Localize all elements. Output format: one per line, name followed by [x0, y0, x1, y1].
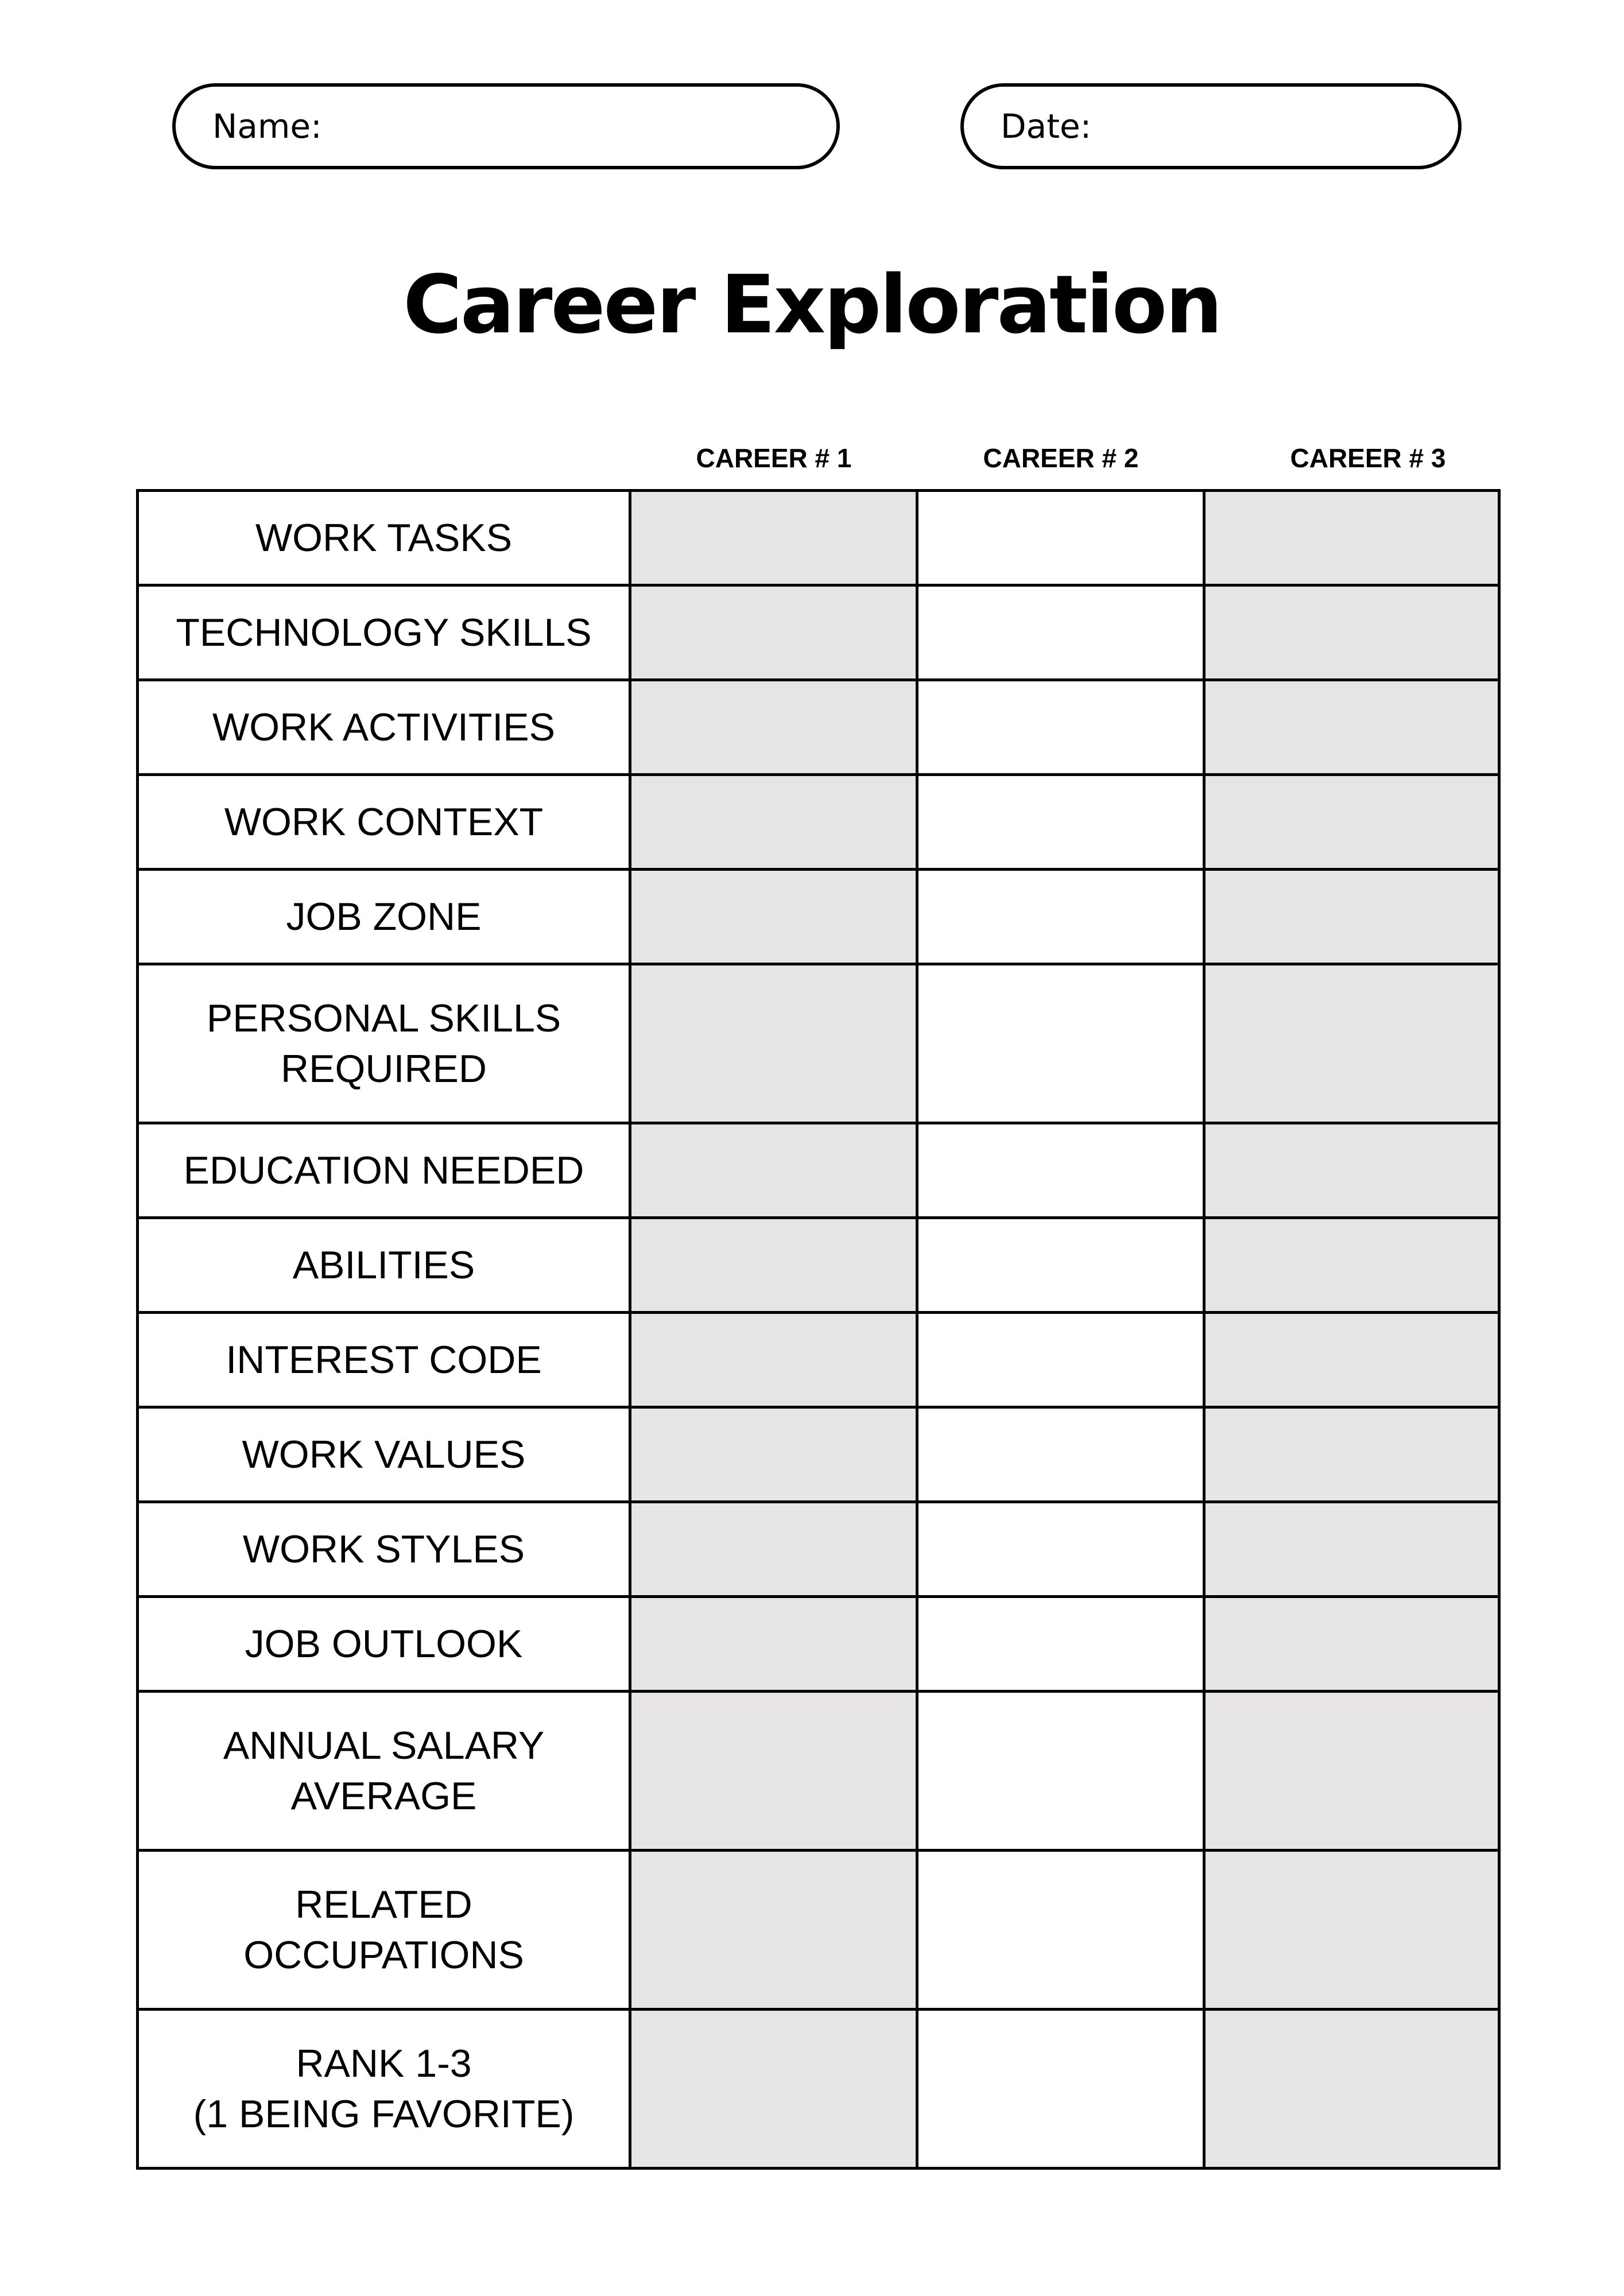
row-label-work-tasks: WORK TASKS — [138, 491, 630, 585]
row-label-education-needed: EDUCATION NEEDED — [138, 1123, 630, 1218]
cell-career-2[interactable] — [917, 1851, 1204, 2010]
cell-career-1[interactable] — [630, 1597, 917, 1692]
cell-career-3[interactable] — [1204, 680, 1499, 775]
cell-career-1[interactable] — [630, 2010, 917, 2169]
cell-career-2[interactable] — [917, 680, 1204, 775]
row-label-interest-code: INTEREST CODE — [138, 1313, 630, 1407]
cell-career-1[interactable] — [630, 491, 917, 585]
cell-career-1[interactable] — [630, 1851, 917, 2010]
table-row — [138, 1692, 1499, 1851]
date-field[interactable] — [960, 83, 1462, 169]
table-row — [138, 964, 1499, 1123]
cell-career-3[interactable] — [1204, 1218, 1499, 1313]
cell-career-2[interactable] — [917, 1502, 1204, 1597]
cell-career-3[interactable] — [1204, 870, 1499, 964]
cell-career-1[interactable] — [630, 1407, 917, 1502]
cell-career-2[interactable] — [917, 870, 1204, 964]
row-label-abilities: ABILITIES — [138, 1218, 630, 1313]
cell-career-3[interactable] — [1204, 2010, 1499, 2169]
table-row — [138, 2010, 1499, 2169]
cell-career-2[interactable] — [917, 1313, 1204, 1407]
cell-career-2[interactable] — [917, 775, 1204, 870]
cell-career-2[interactable] — [917, 1597, 1204, 1692]
cell-career-1[interactable] — [630, 585, 917, 680]
cell-career-3[interactable] — [1204, 1313, 1499, 1407]
cell-career-2[interactable] — [917, 964, 1204, 1123]
column-header-career-3: CAREER # 3 — [1290, 443, 1446, 473]
column-header-career-1: CAREER # 1 — [696, 443, 852, 473]
cell-career-1[interactable] — [630, 775, 917, 870]
cell-career-1[interactable] — [630, 1692, 917, 1851]
table-row — [138, 585, 1499, 680]
row-label-work-context: WORK CONTEXT — [138, 775, 630, 870]
name-field[interactable] — [172, 83, 840, 169]
column-header-career-2: CAREER # 2 — [983, 443, 1139, 473]
cell-career-3[interactable] — [1204, 491, 1499, 585]
row-label-job-outlook: JOB OUTLOOK — [138, 1597, 630, 1692]
cell-career-3[interactable] — [1204, 775, 1499, 870]
cell-career-3[interactable] — [1204, 1502, 1499, 1597]
cell-career-2[interactable] — [917, 1692, 1204, 1851]
cell-career-3[interactable] — [1204, 1851, 1499, 2010]
table-row — [138, 1313, 1499, 1407]
row-label-rank: RANK 1-3 (1 BEING FAVORITE) — [138, 2010, 630, 2169]
cell-career-3[interactable] — [1204, 1692, 1499, 1851]
table-row — [138, 491, 1499, 585]
table-row — [138, 1502, 1499, 1597]
date-label: Date: — [1001, 107, 1092, 146]
cell-career-3[interactable] — [1204, 1123, 1499, 1218]
career-comparison-table — [136, 489, 1501, 2170]
row-label-work-activities: WORK ACTIVITIES — [138, 680, 630, 775]
table-row — [138, 1407, 1499, 1502]
table-row — [138, 1218, 1499, 1313]
table-row — [138, 775, 1499, 870]
table-row — [138, 1597, 1499, 1692]
cell-career-1[interactable] — [630, 870, 917, 964]
cell-career-2[interactable] — [917, 1123, 1204, 1218]
row-label-work-styles: WORK STYLES — [138, 1502, 630, 1597]
table-row — [138, 870, 1499, 964]
cell-career-3[interactable] — [1204, 585, 1499, 680]
cell-career-1[interactable] — [630, 1313, 917, 1407]
cell-career-2[interactable] — [917, 2010, 1204, 2169]
cell-career-2[interactable] — [917, 1407, 1204, 1502]
cell-career-2[interactable] — [917, 585, 1204, 680]
cell-career-1[interactable] — [630, 1502, 917, 1597]
row-label-technology-skills: TECHNOLOGY SKILLS — [138, 585, 630, 680]
table-row — [138, 1851, 1499, 2010]
row-label-related-occupations: RELATED OCCUPATIONS — [138, 1851, 630, 2010]
table-row — [138, 1123, 1499, 1218]
cell-career-3[interactable] — [1204, 1407, 1499, 1502]
cell-career-3[interactable] — [1204, 1597, 1499, 1692]
cell-career-3[interactable] — [1204, 964, 1499, 1123]
row-label-job-zone: JOB ZONE — [138, 870, 630, 964]
row-label-work-values: WORK VALUES — [138, 1407, 630, 1502]
row-label-personal-skills-required: PERSONAL SKILLS REQUIRED — [138, 964, 630, 1123]
cell-career-1[interactable] — [630, 1123, 917, 1218]
cell-career-2[interactable] — [917, 1218, 1204, 1313]
cell-career-1[interactable] — [630, 680, 917, 775]
cell-career-1[interactable] — [630, 1218, 917, 1313]
row-label-annual-salary-average: ANNUAL SALARY AVERAGE — [138, 1692, 630, 1851]
page-title: Career Exploration — [403, 258, 1221, 352]
name-label: Name: — [212, 107, 322, 146]
cell-career-2[interactable] — [917, 491, 1204, 585]
table-row — [138, 680, 1499, 775]
cell-career-1[interactable] — [630, 964, 917, 1123]
